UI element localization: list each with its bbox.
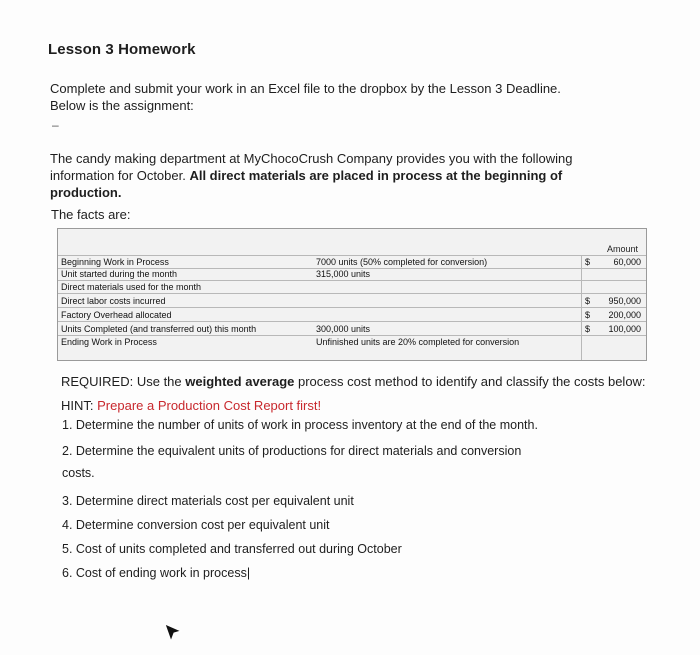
intro-text: Complete and submit your work in an Excel file to the dropbox by the Lesson 3 Deadline. Below is the assignment: xyxy=(50,81,561,113)
row-amount: 200,000 xyxy=(608,310,641,320)
required-method: weighted average xyxy=(185,374,295,389)
row-amount: 950,000 xyxy=(608,296,641,306)
hint-text: Prepare a Production Cost Report first! xyxy=(97,398,322,413)
row-dollar: $ xyxy=(585,324,591,334)
task-item: 4. Determine conversion cost per equivalent unit xyxy=(62,518,330,532)
row-amount: 100,000 xyxy=(608,324,641,334)
row-label: Direct labor costs incurred xyxy=(61,296,166,306)
required-prefix: REQUIRED: Use the xyxy=(61,374,186,389)
page-title: Lesson 3 Homework xyxy=(48,41,196,58)
table-row xyxy=(61,281,643,293)
row-label: Factory Overhead allocated xyxy=(61,310,172,320)
required-instructions xyxy=(61,370,661,418)
row-label: Unit started during the month xyxy=(61,269,178,279)
row-note: 300,000 units xyxy=(316,324,371,334)
scenario-bold: All direct materials are placed in process at the beginning of production. xyxy=(50,168,563,200)
task-item: 1. Determine the number of units of work in process inventory at the end of the month. xyxy=(62,418,538,432)
row-dollar: $ xyxy=(585,310,591,320)
separator-dash: – xyxy=(52,118,59,132)
mouse-pointer-icon xyxy=(163,622,183,644)
task-item: 2. Determine the equivalent units of productions for direct materials and conversion xyxy=(62,444,522,458)
task-item: 6. Cost of ending work in process| xyxy=(62,566,251,580)
row-dollar: $ xyxy=(585,296,591,306)
row-note: Unfinished units are 20% completed for conversion xyxy=(316,337,520,347)
row-amount: 60,000 xyxy=(613,257,641,267)
table-row xyxy=(61,256,643,268)
row-label: Ending Work in Process xyxy=(61,337,157,347)
table-row xyxy=(61,309,643,321)
table-row xyxy=(61,295,643,307)
scenario-body: The candy making department at MyChocoCrush Company provides you with the following information for October. xyxy=(50,151,573,183)
row-label: Beginning Work in Process xyxy=(61,257,169,267)
task-item: costs. xyxy=(62,466,95,480)
facts-label: The facts are: xyxy=(51,207,131,222)
task-item: 5. Cost of units completed and transferred out during October xyxy=(62,542,402,556)
row-label: Units Completed (and transferred out) this month xyxy=(61,324,257,334)
required-middle: process cost method to identify and classify the costs below: HINT: xyxy=(61,374,646,413)
table-row xyxy=(61,323,643,335)
facts-spreadsheet xyxy=(57,228,647,361)
task-item: 3. Determine direct materials cost per equivalent unit xyxy=(62,494,354,508)
row-note: 7000 units (50% completed for conversion) xyxy=(316,257,488,267)
amount-column-header: Amount xyxy=(606,244,638,254)
row-dollar: $ xyxy=(585,257,591,267)
row-note: 315,000 units xyxy=(316,269,371,279)
row-label: Direct materials used for the month xyxy=(61,282,202,292)
scenario-text xyxy=(50,150,610,201)
table-row xyxy=(61,268,643,280)
table-row xyxy=(61,336,643,348)
